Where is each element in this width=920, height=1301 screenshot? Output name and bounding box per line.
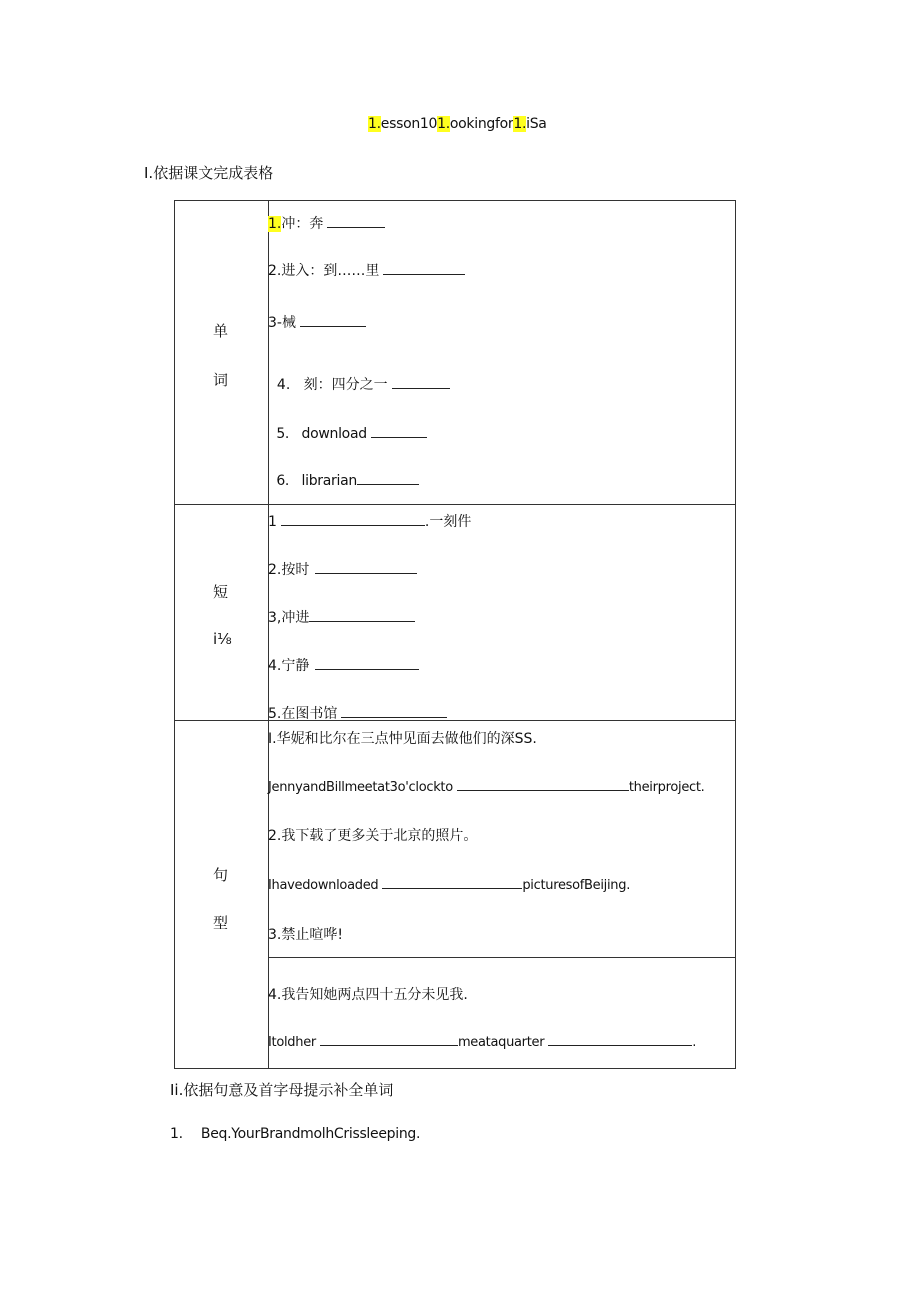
answer-blank[interactable] bbox=[300, 312, 366, 327]
table-border-bottom bbox=[174, 1068, 736, 1069]
section-heading: I.依据课文完成表格 bbox=[144, 164, 274, 182]
row-label-phrases: i⅛ bbox=[213, 630, 232, 648]
table-row-divider bbox=[268, 957, 736, 958]
answer-blank[interactable] bbox=[548, 1031, 692, 1046]
answer-blank[interactable] bbox=[327, 213, 385, 228]
item-text: 5. download bbox=[276, 426, 367, 442]
answer-blank[interactable] bbox=[341, 703, 447, 718]
word-item bbox=[268, 260, 465, 280]
row-label-sentences: 型 bbox=[213, 914, 229, 932]
phrase-item bbox=[268, 703, 447, 723]
sentence-chinese: 4.我告知她两点四十五分未见我. bbox=[268, 987, 468, 1003]
item-text: 5.在图书馆 bbox=[268, 706, 338, 722]
phrase-item bbox=[268, 655, 419, 675]
sentence-chinese: 3.禁止喧哗! bbox=[268, 927, 343, 943]
item-text: 1 bbox=[268, 514, 277, 530]
sentence-text: Ihavedownloaded bbox=[268, 878, 379, 893]
word-item bbox=[268, 312, 366, 332]
answer-blank[interactable] bbox=[320, 1031, 458, 1046]
word-item bbox=[268, 454, 419, 489]
title-fragment: ookingfor bbox=[449, 116, 514, 132]
item-text: 2.按时 bbox=[268, 562, 310, 578]
word-item bbox=[268, 358, 450, 394]
table-border-right bbox=[735, 200, 736, 1069]
sentence-text: meataquarter bbox=[457, 1035, 545, 1050]
answer-blank[interactable] bbox=[281, 511, 425, 526]
row-label-words: 词 bbox=[213, 371, 229, 389]
sentence-text: . bbox=[692, 1035, 697, 1050]
item-text: 3,冲进 bbox=[268, 610, 310, 626]
sentence-text: theirproject. bbox=[628, 780, 705, 795]
phrase-item bbox=[268, 511, 471, 531]
sentence-english bbox=[268, 874, 630, 893]
sentence-english bbox=[268, 776, 705, 795]
item-text: .一刻件 bbox=[424, 514, 472, 530]
sentence-chinese: 2.我下载了更多关于北京的照片。 bbox=[268, 828, 478, 844]
sentence-text: picturesofBeijing. bbox=[522, 878, 631, 893]
item-text: 6. librarian bbox=[276, 473, 357, 489]
title-fragment: esson10 bbox=[380, 116, 438, 132]
item-text: 2.进入：到……里 bbox=[268, 263, 380, 279]
question-number: 1. bbox=[170, 1126, 183, 1142]
answer-blank[interactable] bbox=[392, 374, 450, 389]
item-text: 3-械 bbox=[268, 315, 296, 331]
answer-blank[interactable] bbox=[309, 607, 415, 622]
answer-blank[interactable] bbox=[383, 260, 465, 275]
phrase-item bbox=[268, 607, 415, 627]
row-label-words: 单 bbox=[213, 322, 229, 340]
question-item bbox=[170, 1126, 420, 1142]
answer-blank[interactable] bbox=[382, 874, 522, 889]
item-text: 4.宁静 bbox=[268, 658, 310, 674]
item-number: 1. bbox=[268, 216, 282, 232]
answer-blank[interactable] bbox=[457, 776, 629, 791]
title-fragment: 1. bbox=[513, 116, 527, 132]
question-text: Beq.YourBrandmolhCrissleeping. bbox=[200, 1126, 421, 1142]
section-heading: Ii.依据句意及首字母提示补全单词 bbox=[170, 1081, 394, 1099]
item-text: 4. 刻：四分之一 bbox=[276, 377, 388, 393]
word-item bbox=[268, 407, 427, 442]
item-text: 冲：奔 bbox=[281, 216, 324, 232]
document-title bbox=[368, 116, 547, 132]
table-row-divider bbox=[174, 720, 736, 721]
title-fragment: iSa bbox=[526, 116, 547, 132]
table-border-left bbox=[174, 200, 175, 1069]
title-fragment: 1. bbox=[368, 116, 381, 132]
title-fragment: 1. bbox=[437, 116, 450, 132]
row-label-phrases: 短 bbox=[213, 583, 229, 601]
sentence-english bbox=[268, 1031, 696, 1050]
row-label-sentences: 句 bbox=[213, 866, 229, 884]
answer-blank[interactable] bbox=[371, 423, 427, 438]
answer-blank[interactable] bbox=[315, 655, 419, 670]
answer-blank[interactable] bbox=[315, 559, 417, 574]
phrase-item bbox=[268, 559, 417, 579]
word-item bbox=[268, 213, 385, 233]
sentence-text: JennyandBillmeetat3o'clockto bbox=[268, 780, 453, 795]
table-border-top bbox=[174, 200, 736, 201]
table-row-divider bbox=[174, 504, 736, 505]
sentence-text: Itoldher bbox=[268, 1035, 316, 1050]
sentence-chinese: I.华妮和比尔在三点忡见面去做他们的深SS. bbox=[268, 731, 537, 747]
answer-blank[interactable] bbox=[357, 470, 419, 485]
